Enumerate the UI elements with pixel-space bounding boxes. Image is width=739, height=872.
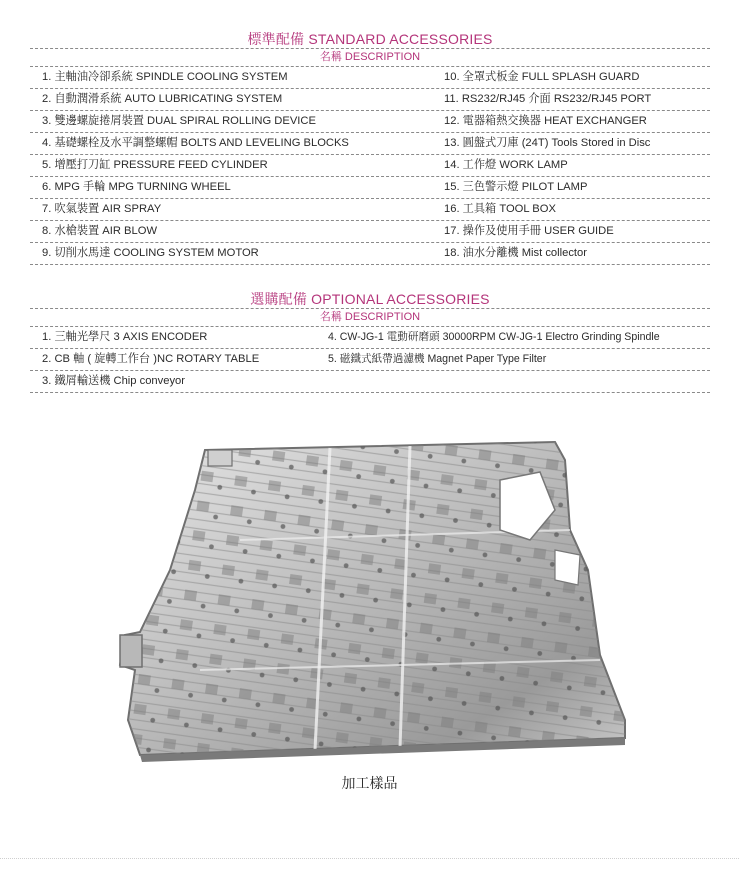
table-row: [30, 89, 710, 110]
accessory-item: 16. 工具箱 TOOL BOX: [444, 203, 556, 215]
table-row: [30, 111, 710, 132]
accessory-item: 5. 增壓打刀缸 PRESSURE FEED CYLINDER: [42, 159, 268, 171]
table-row: [30, 327, 710, 348]
optional-accessories-table: [30, 327, 710, 393]
accessory-item: 13. 圓盤式刀庫 (24T) Tools Stored in Disc: [444, 137, 651, 149]
accessory-item: 8. 水槍裝置 AIR BLOW: [42, 225, 157, 237]
accessory-item: 2. 自動潤滑系統 AUTO LUBRICATING SYSTEM: [42, 93, 283, 105]
accessory-item: 11. RS232/RJ45 介面 RS232/RJ45 PORT: [444, 93, 652, 105]
machined-plate-illustration: [100, 420, 640, 765]
accessory-item: 4. 基礎螺栓及水平調整螺帽 BOLTS AND LEVELING BLOCKS: [42, 137, 349, 149]
table-row: [30, 67, 710, 88]
page-bottom-rule: [0, 858, 739, 859]
accessory-item: 14. 工作燈 WORK LAMP: [444, 159, 568, 171]
accessory-item: 3. 雙邊螺旋捲屑裝置 DUAL SPIRAL ROLLING DEVICE: [42, 115, 316, 127]
divider: [30, 264, 710, 265]
accessory-item: 5. 磁鐵式紙帶過濾機 Magnet Paper Type Filter: [328, 353, 547, 365]
table-row: [30, 155, 710, 176]
accessory-item: 1. 主軸油冷卻系統 SPINDLE COOLING SYSTEM: [42, 71, 288, 83]
table-row: [30, 133, 710, 154]
table-row: [30, 371, 710, 392]
optional-description-header: 名稱 DESCRIPTION: [319, 311, 421, 323]
table-row: [30, 221, 710, 242]
standard-accessories-table: [30, 67, 710, 265]
accessory-item: 15. 三色警示燈 PILOT LAMP: [444, 181, 588, 193]
optional-accessories-title: 選購配備 OPTIONAL ACCESSORIES: [250, 291, 490, 307]
accessory-item: 12. 電器箱熱交換器 HEAT EXCHANGER: [444, 115, 647, 127]
table-row: [30, 199, 710, 220]
accessory-item: 2. CB 軸 ( 旋轉工作台 )NC ROTARY TABLE: [42, 353, 260, 365]
accessory-item: 10. 全罩式板金 FULL SPLASH GUARD: [444, 71, 640, 83]
standard-accessories-title: 標準配備 STANDARD ACCESSORIES: [247, 31, 493, 47]
accessory-item: 18. 油水分離機 Mist collector: [444, 247, 587, 259]
photo-caption: 加工樣品: [341, 775, 398, 791]
standard-description-header: 名稱 DESCRIPTION: [319, 51, 421, 63]
machined-sample-photo: [100, 420, 640, 765]
optional-accessories-section: [30, 290, 710, 393]
accessory-item: 6. MPG 手輪 MPG TURNING WHEEL: [42, 181, 231, 193]
standard-accessories-section: [30, 30, 710, 265]
accessory-item: 17. 操作及使用手冊 USER GUIDE: [444, 225, 614, 237]
accessory-item: 4. CW-JG-1 電動研磨頭 30000RPM CW-JG-1 Electro Grinding Spindle: [328, 331, 660, 343]
accessory-item: 1. 三軸光學尺 3 AXIS ENCODER: [42, 331, 208, 343]
accessory-item: 7. 吹氣裝置 AIR SPRAY: [42, 203, 162, 215]
accessory-item: 9. 切削水馬達 COOLING SYSTEM MOTOR: [42, 247, 259, 259]
table-row: [30, 349, 710, 370]
accessory-item: [328, 371, 710, 392]
table-row: [30, 243, 710, 264]
table-row: [30, 177, 710, 198]
accessory-item: 3. 鐵屑輸送機 Chip conveyor: [42, 375, 185, 387]
divider: [30, 392, 710, 393]
